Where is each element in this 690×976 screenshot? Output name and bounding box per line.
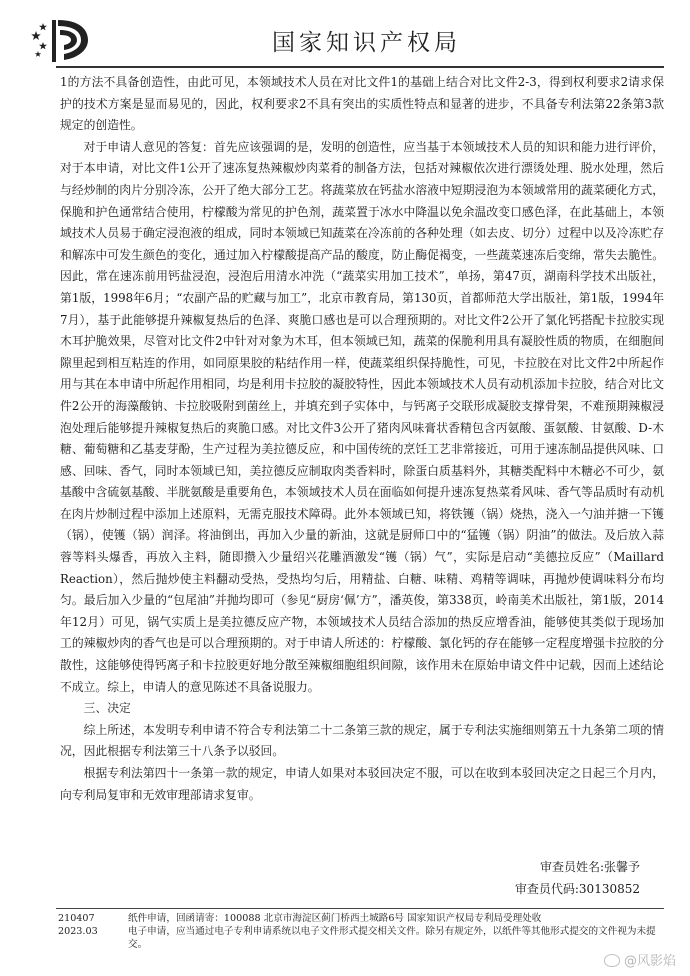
electronic-application-note: 电子申请，应当通过电子专利申请系统以电子文件形式提交相关文件。除另有规定外，以纸件等其他形式提交的文件视为未提交。 (128, 926, 656, 950)
document-header (0, 0, 690, 66)
footer-divider (56, 908, 664, 909)
weibo-icon (604, 954, 620, 967)
cnipa-emblem-icon (30, 18, 102, 64)
office-name: 国家知识产权局 (272, 30, 461, 56)
paper-application-note: 纸件申请，回函请寄：100088 北京市海淀区蓟门桥西土城路6号 国家知识产权局专利局受理处收 (128, 913, 542, 924)
examiner-signature (515, 856, 640, 900)
header-divider (56, 66, 664, 68)
section-heading: 三、决定 (83, 701, 131, 716)
form-date: 2023.03 (58, 926, 98, 937)
watermark-text: @风影焰 (623, 954, 676, 969)
paragraph: 1的方法不具备创造性，由此可见，本领域技术人员在对比文件1的基础上结合对比文件2-3，得到权利要求2请求保护的技术方案是显而易见的，因此，权利要求2不具有突出的实质性特点和显著的进步，不具备专利法第22条第3款规定的创造性。 (60, 75, 664, 133)
watermark (604, 950, 676, 969)
examiner-name: 审查员姓名:张馨予 (539, 860, 640, 874)
decision-body (60, 72, 664, 806)
paragraph: 对于申请人意见的答复：首先应该强调的是，发明的创造性，应当基于本领域技术人员的知识和能力进行评价，对于本申请，对比文件1公开了速冻复热辣椒炒肉菜肴的制备方法，包括对辣椒依次进行漂烫处理、脱水处理，然后与经炒制的肉片分别冷冻，公开了绝大部分工艺。将蔬菜放在钙盐水溶液中短期浸泡为本领域常用的蔬菜硬化方式，保脆和护色通常结合使用，柠檬酸为常见的护色剂，蔬菜置于冰水中降温以免余温改变口感色泽，在此基础上，本领域技术人员易于确定浸泡液的组成，同时本领域已知蔬菜在冷冻前的各种处理（如去皮、切分）过程中以及冷冻贮存和解冻中可发生颜色的变化，通过加入柠檬酸提高产品的酸度，防止酶促褐变，一些蔬菜速冻后变绵，常失去脆性。因此，常在速冻前用钙盐浸泡，浸泡后用清水冲洗（“蔬菜实用加工技术”，单扬，第47页，湖南科学技术出版社，第1版，1998年6月；“农副产品的贮藏与加工”，北京市教育局，第130页，首都师范大学出版社，第1版，1994年7月），基于此能够提升辣椒复热后的色泽、爽脆口感也是可以合理预期的。对比文件2公开了氯化钙搭配卡拉胶实现木耳护脆效果，尽管对比文件2中针对对象为木耳，但本领域已知，蔬菜的保脆利用具有凝胶性质的物质，在细胞间隙里起到相互粘连的作用，如同原果胶的粘结作用一样，使蔬菜组织保持脆性，可见，卡拉胶在对比文件2中所起作用与其在本申请中所起作用相同，均是利用卡拉胶的凝胶特性，因此本领域技术人员有动机添加卡拉胶，结合对比文件2公开的海藻酸钠、卡拉胶吸附到菌丝上，并填充到子实体中，与钙离子交联形成凝胶支撑骨架，不难预期辣椒浸泡处理后能够提升辣椒复热后的爽脆口感。对比文件3公开了猪肉风味膏状香精包含丙氨酸、蛋氨酸、甘氨酸、D-木糖、葡萄糖和乙基麦芽酚，生产过程为美拉德反应，和中国传统的烹饪工艺非常接近，可用于速冻制品提供风味、口感、回味、香气，同时本领域已知，美拉德反应制取肉类香料时，除蛋白质基料外，其糖类配料中木糖必不可少，氨基酸中含硫氨基酸、半胱氨酸是重要角色，本领域技术人员在面临如何提升速冻复热菜肴风味、香气等品质时有动机在肉片炒制过程中添加上述原料，无需克服技术障碍。此外本领域已知，将铁镬（锅）烧热，浇入一勺油并搪一下镬（锅），使镬（锅）润泽。将油倒出，再加入少量的新油，这就是厨师口中的“猛镬（锅）阴油”的做法。及后放入蒜蓉等料头爆香，再放入主料，随即攒入少量绍兴花雕酒激发“镬（锅）气”，实际是启动“美德拉反应”（Maillard Reaction），然后抛炒使主料翻动受热，受热均匀后，用精盐、白糖、味精、鸡精等调味，再抛炒使调味料分布均匀。最后加入少量的“包尾油”并抛均即可（参见“厨房‘佩’方”，潘英俊，第338页，岭南美术出版社，第1版，2014年12月）可见，锅气实质上是美拉德反应产物，本领域技术人员结合添加的热反应增香油，能够使其类似于现场加工的辣椒炒肉的香气也是可以合理预期的。对于申请人所述的：柠檬酸、氯化钙的存在能够一定程度增强卡拉胶的分散性，这能够使得钙离子和卡拉胶更好地分散至辣椒细胞组织间隙，该作用未在原始申请文件中记载，因而上述结论不成立。综上，申请人的意见陈述不具备说服力。 (60, 139, 664, 694)
paragraph: 综上所述，本发明专利申请不符合专利法第二十二条第三款的规定，属于专利法实施细则第五十九条第二项的情况，因此根据专利法第三十八条予以驳回。 (60, 722, 664, 759)
form-code: 210407 (58, 913, 95, 924)
document-footer (58, 912, 666, 951)
paragraph: 根据专利法第四十一条第一款的规定，申请人如果对本驳回决定不服，可以在收到本驳回决定之日起三个月内，向专利局复审和无效审理部请求复审。 (60, 766, 664, 802)
examiner-code: 审查员代码:30130852 (514, 882, 640, 896)
